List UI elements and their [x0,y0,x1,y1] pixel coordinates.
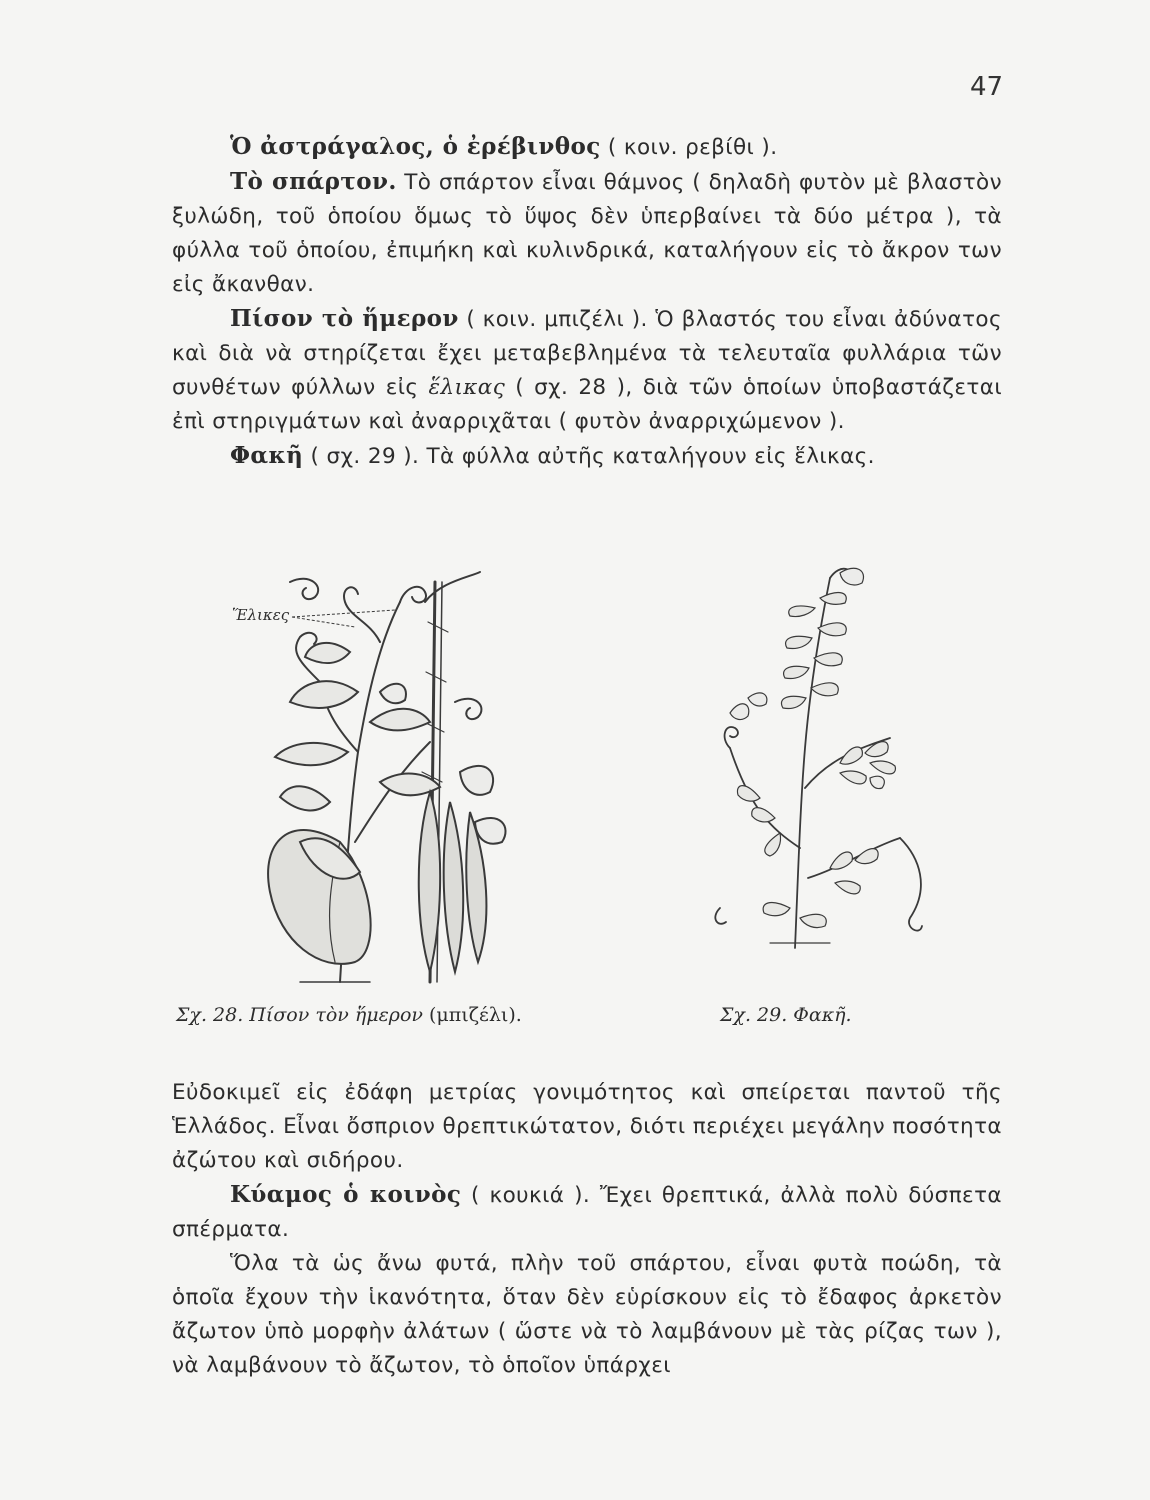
italic-term: ἕλικας [428,375,506,400]
paragraph-text: ( κοιν. ρεβίθι ). [600,135,778,160]
paragraph-text: ( κοιν. μπιζέλι ). Ὁ βλαστός του εἶναι ἀδύνατος καὶ διὰ νὰ στηρίζεται ἔχει μεταβεβλημένα τὰ τελευταῖα φυλλάρια τῶν συνθέτων φύλλων εἰς [172,307,1002,400]
caption-number: Σχ. 28. [176,1004,244,1026]
figure-29-caption [720,1004,852,1026]
page-number: 47 [970,72,1004,102]
term-lentil: Φακῆ [230,442,304,469]
pea-plant-illustration [230,542,550,992]
tendril-label: Ἕλικες [232,606,290,624]
term-vicia: Κύαμος ὁ κοινὸς [230,1181,462,1208]
caption-title: Πίσον τὸν ἥμερον [249,1004,423,1026]
lentil-plant-illustration [690,548,990,968]
paragraph-astragalos [172,130,1002,165]
paragraph-text: Τὸ σπάρτον εἶναι θάμνος ( δηλαδὴ φυτὸν μὲ βλαστὸν ξυλώδη, τοῦ ὁποίου ὅμως τὸ ὕψος δὲν ὑπερβαίνει τὰ δύο μέτρα ), τὰ φύλλα τοῦ ὁποίου, ἐπιμήκη καὶ κυλινδρικά, καταλήγουν εἰς τὸ ἄκρον των εἰς ἄκανθαν. [172,170,1002,297]
paragraph-text: ( σχ. 29 ). Τὰ φύλλα αὐτῆς καταλήγουν εἰς ἕλικας. [303,444,875,469]
caption-title: Φακῆ. [793,1004,852,1026]
bottom-text-block [172,1076,1002,1383]
paragraph-pisum [172,302,1002,439]
paragraph-spartan [172,165,1002,302]
top-text-block [172,130,1002,474]
caption-number: Σχ. 29. [720,1004,788,1026]
term-astragalos: Ὁ ἀστράγαλος, ὁ ἐρέβινθος [230,133,601,160]
figure-28-caption [176,1004,522,1026]
paragraph-text: ( κουκιά ). Ἔχει θρεπτικά, ἀλλὰ πολὺ δύσπετα σπέρματα. [172,1183,1002,1242]
term-pisum: Πίσον τὸ ἥμερον [230,305,459,332]
paragraph-lentil [172,439,1002,474]
paragraph-summary: Ὅλα τὰ ὡς ἄνω φυτά, πλὴν τοῦ σπάρτου, εἶναι φυτὰ ποώδη, τὰ ὁποῖα ἔχουν τὴν ἱκανότητα, ὅταν δὲν εὑρίσκουν εἰς τὸ ἔδαφος ἀρκετὸν ἄζωτον ὑπὸ μορφὴν ἀλάτων ( ὥστε νὰ τὸ λαμβάνουν μὲ τὰς ρίζας των ), νὰ λαμβάνουν τὸ ἄζωτον, τὸ ὁποῖον ὑπάρχει [172,1251,1002,1378]
paragraph-vicia [172,1178,1002,1247]
caption-note: (μπιζέλι). [429,1004,522,1026]
term-spartan: Τὸ σπάρτον. [230,168,397,195]
paragraph-text: ( σχ. 28 ), διὰ τῶν ὁποίων ὑποβαστάζεται ἐπὶ στηριγμάτων καὶ ἀναρριχᾶται ( φυτὸν ἀναρριχώμενον ). [172,375,1002,434]
paragraph-lentil-cont: Εὐδοκιμεῖ εἰς ἐδάφη μετρίας γονιμότητος καὶ σπείρεται παντοῦ τῆς Ἑλλάδος. Εἶναι ὄσπριον θρεπτικώτατον, διότι περιέχει μεγάλην ποσότητα ἀζώτου καὶ σιδήρου. [172,1080,1002,1173]
